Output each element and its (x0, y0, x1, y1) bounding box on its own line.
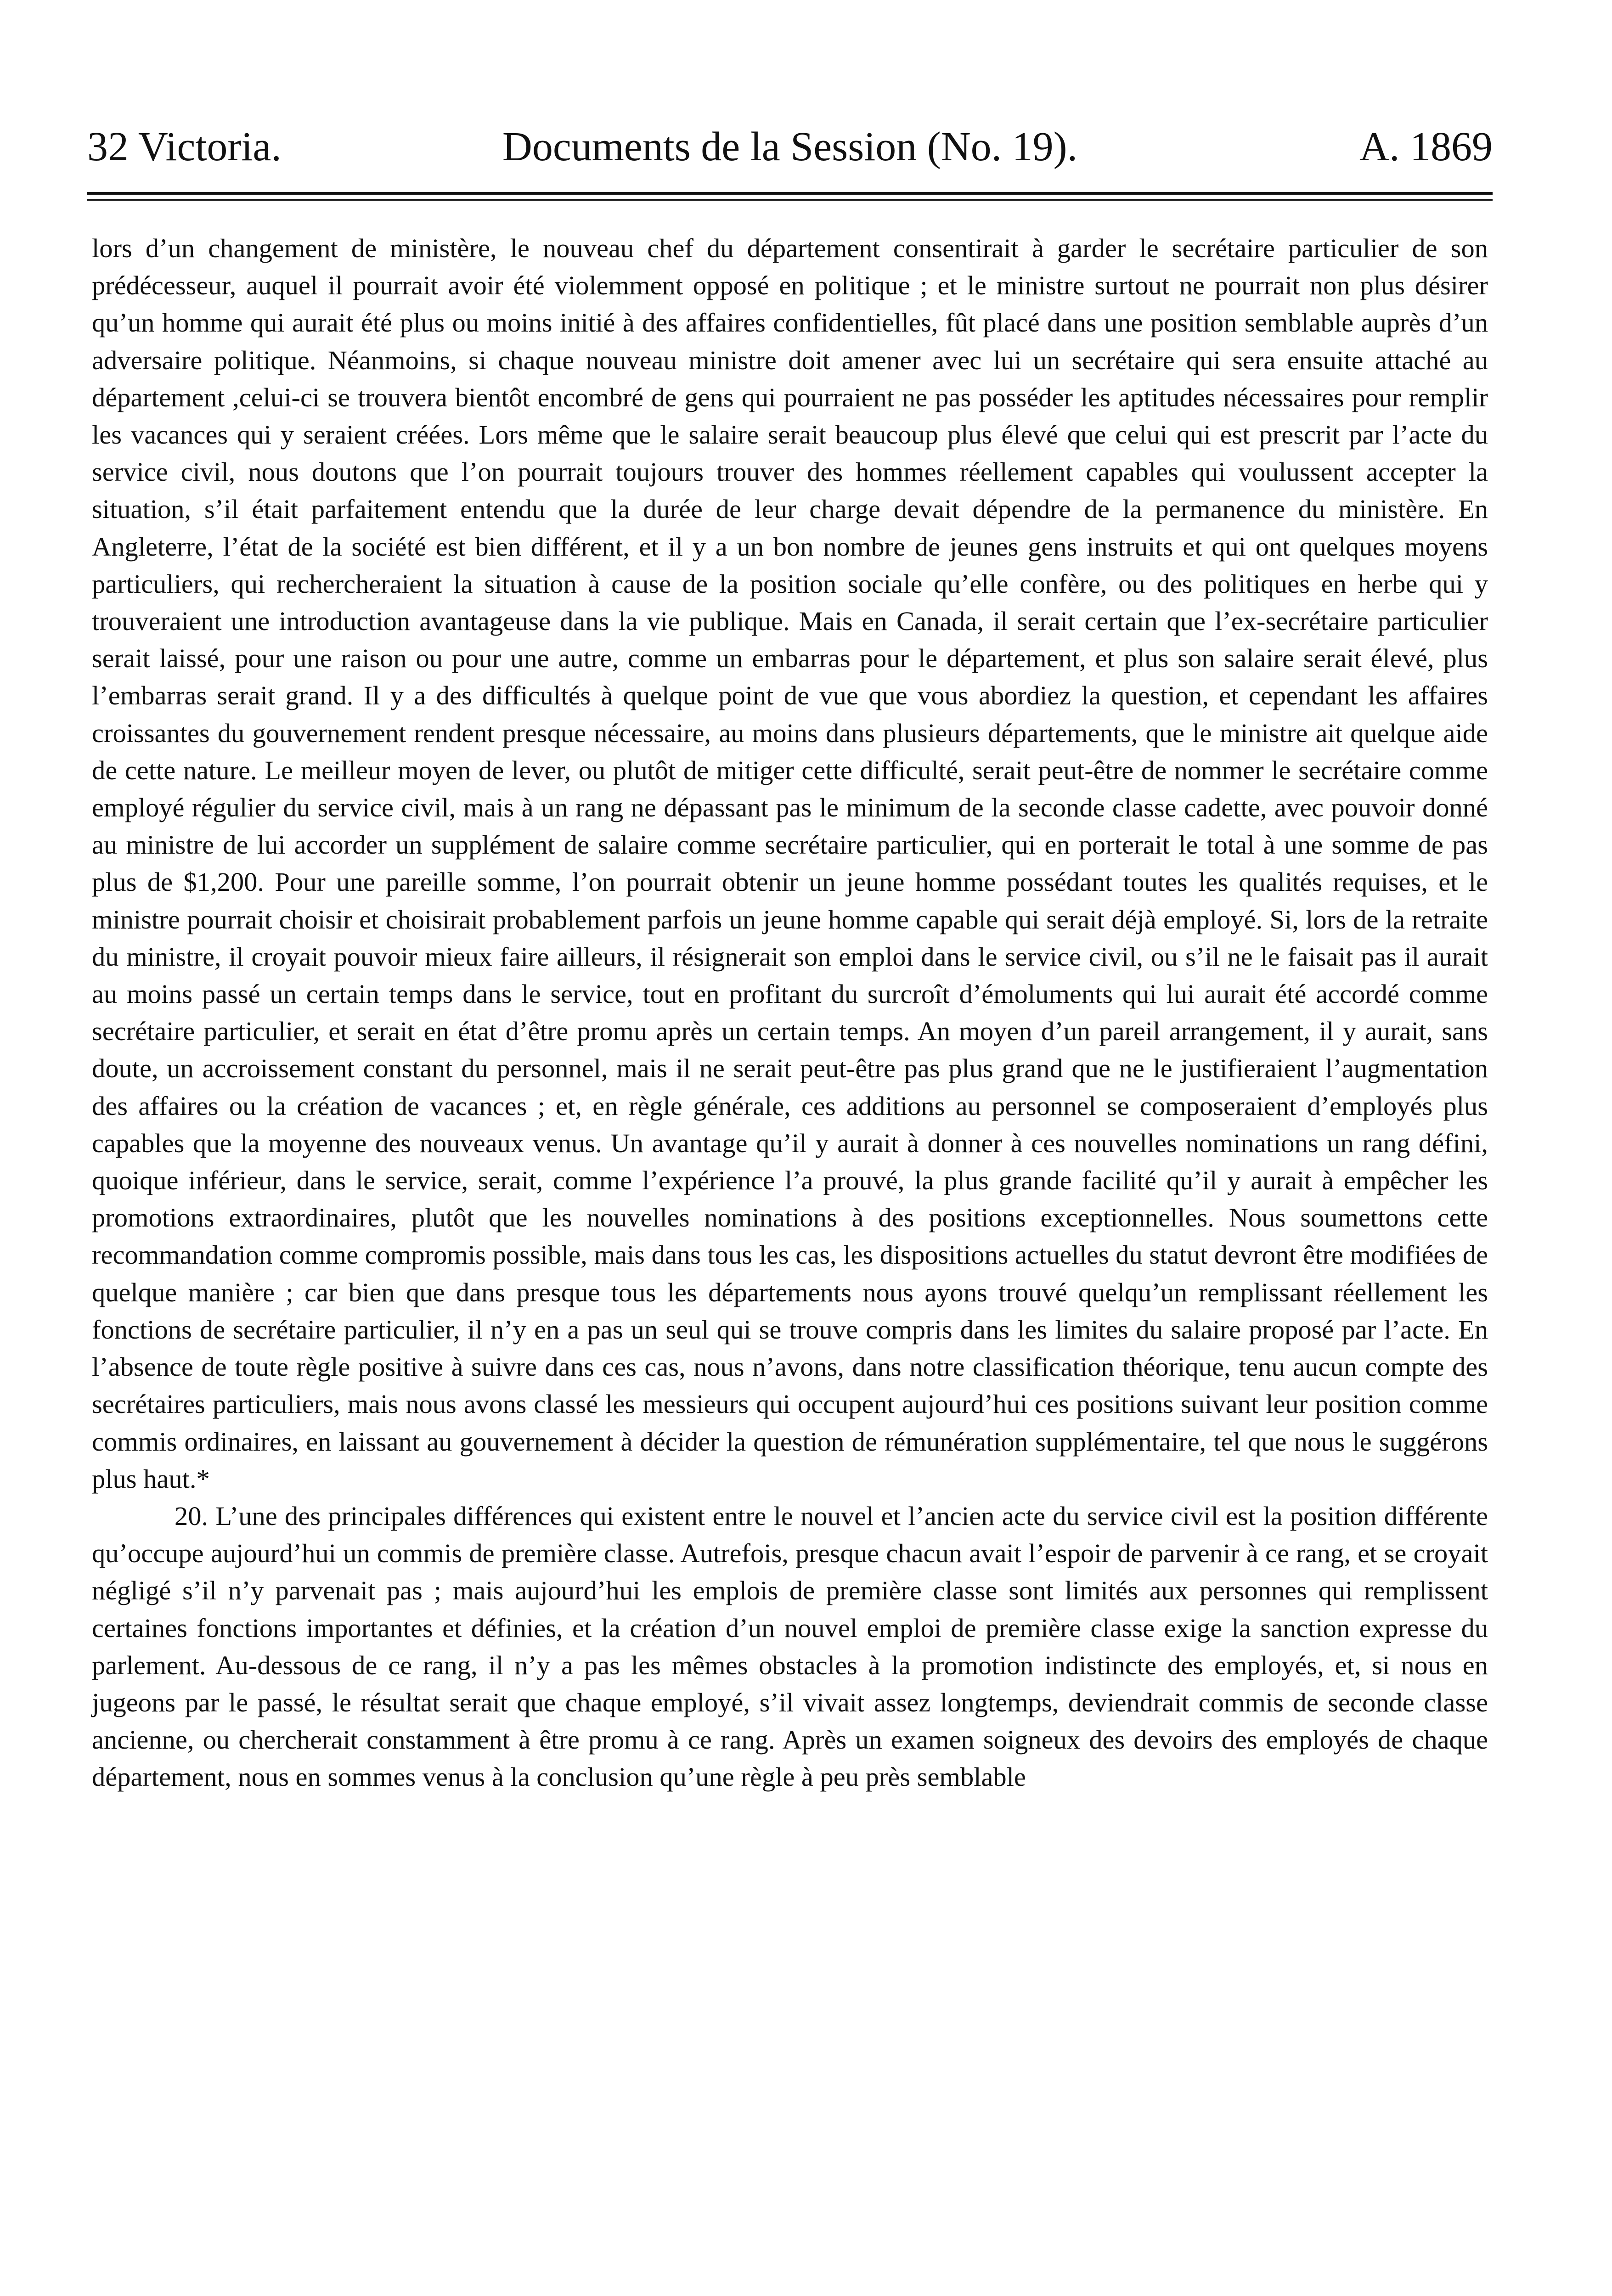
header-volume: A. 1869 (1359, 124, 1493, 169)
header-rule-thin (87, 199, 1493, 201)
paragraph-20: 20. L’une des principales différences qui existent entre le nouvel et l’ancien acte du service civil est la position différente qu’occupe aujourd’hui un commis de première classe. Autrefois, presque chacun avait l’espoir de parvenir à ce rang, et se croyait négligé s’il n’y parvenait pas ; mais aujourd’hui les emplois de première classe sont limités aux personnes qui remplissent certaines fonctions importantes et définies, et la création d’un nouvel emploi de première classe exige la sanction expresse du parlement. Au-dessous de ce rang, il n’y a pas les mêmes obstacles à la promotion indistincte des employés, et, si nous en jugeons par le passé, le résultat serait que chaque employé, s’il vivait assez longtemps, deviendrait commis de seconde classe ancienne, ou chercherait constamment à être promu à ce rang. Après un examen soigneux des devoirs des employés de chaque département, nous en sommes venus à la conclusion qu’une règle à peu près semblable (92, 1501, 1488, 1792)
running-header (87, 117, 1493, 177)
header-document-title: Documents de la Session (No. 19). (502, 124, 1078, 169)
header-rule-thick (87, 192, 1493, 195)
paragraph-continued: lors d’un changement de ministère, le nouveau chef du département consentirait à garder le secrétaire particulier de son prédécesseur, auquel il pourrait avoir été violemment opposé en politique ; et le ministre surtout ne pourrait non plus désirer qu’un homme qui aurait été plus ou moins initié à des affaires confidentielles, fût placé dans une position semblable auprès d’un adversaire politique. Néanmoins, si chaque nouveau ministre doit amener avec lui un secrétaire qui sera ensuite attaché au département ,celui-ci se trouvera bientôt encombré de gens qui pourraient ne pas posséder les aptitudes nécessaires pour remplir les vacances qui y seraient créées. Lors même que le salaire serait beaucoup plus élevé que celui qui est prescrit par l’acte du service civil, nous doutons que l’on pourrait toujours trouver des hommes réellement capables qui voulussent accepter la situation, s’il était parfaitement entendu que la durée de leur charge devait dépendre de la permanence du ministère. En Angleterre, l’état de la société est bien différent, et il y a un bon nombre de jeunes gens instruits et qui ont quelques moyens particuliers, qui rechercheraient la situation à cause de la position sociale qu’elle confère, ou des politiques en herbe qui y trouveraient une introduction avantageuse dans la vie publique. Mais en Canada, il serait certain que l’ex-secrétaire particulier serait laissé, pour une raison ou pour une autre, comme un embarras pour le département, et plus son salaire serait élevé, plus l’embarras serait grand. Il y a des difficultés à quelque point de vue que vous abordiez la question, et cependant les affaires croissantes du gouvernement rendent presque nécessaire, au moins dans plusieurs départements, que le ministre ait quelque aide de cette nature. Le meilleur moyen de lever, ou plutôt de mitiger cette difficulté, serait peut-être de nommer le secrétaire comme employé régulier du service civil, mais à un rang ne dépassant pas le minimum de la seconde classe cadette, avec pouvoir donné au ministre de lui accorder un supplément de salaire comme secrétaire particulier, qui en porterait le total à une somme de pas plus de $1,200. Pour une pareille somme, l’on pourrait obtenir un jeune homme possédant toutes les qualités requises, et le ministre pourrait choisir et choisirait probablement parfois un jeune homme capable qui serait déjà employé. Si, lors de la retraite du ministre, il croyait pouvoir mieux faire ailleurs, il résignerait son emploi dans le service civil, ou s’il ne le faisait pas il aurait au moins passé un certain temps dans le service, tout en profitant du surcroît d’émoluments qui lui aurait été accordé comme secrétaire particulier, et serait en état d’être promu après un certain temps. An moyen d’un pareil arrangement, il y aurait, sans doute, un accroissement constant du personnel, mais il ne serait peut-être pas plus grand que ne le justifieraient l’augmentation des affaires ou la création de vacances ; et, en règle générale, ces additions au personnel se composeraient d’employés plus capables que la moyenne des nouveaux venus. Un avantage qu’il y aurait à donner à ces nouvelles nominations un rang défini, quoique inférieur, dans le service, serait, comme l’expérience l’a prouvé, la plus grande facilité qu’il y aurait à empêcher les promotions extraordinaires, plutôt que les nouvelles nominations à des positions exceptionnelles. Nous soumettons cette recommandation comme compromis possible, mais dans tous les cas, les dispositions actuelles du statut devront être modifiées de quelque manière ; car bien que dans presque tous les départements nous ayons trouvé quelqu’un remplissant réellement les fonctions de secrétaire particulier, il n’y en a pas un seul qui se trouve compris dans les limites du salaire proposé par l’acte. En l’absence de toute règle positive à suivre dans ces cas, nous n’avons, dans notre classification théorique, tenu aucun compte des secrétaires particuliers, mais nous avons classé les messieurs qui occupent aujourd’hui ces positions suivant leur position comme commis ordinaires, en laissant au gouvernement à décider la question de rémunération supplémentaire, tel que nous le suggérons plus haut.* (92, 233, 1488, 1494)
page-body (92, 230, 1488, 1796)
header-session-year: 32 Victoria. (87, 124, 282, 169)
